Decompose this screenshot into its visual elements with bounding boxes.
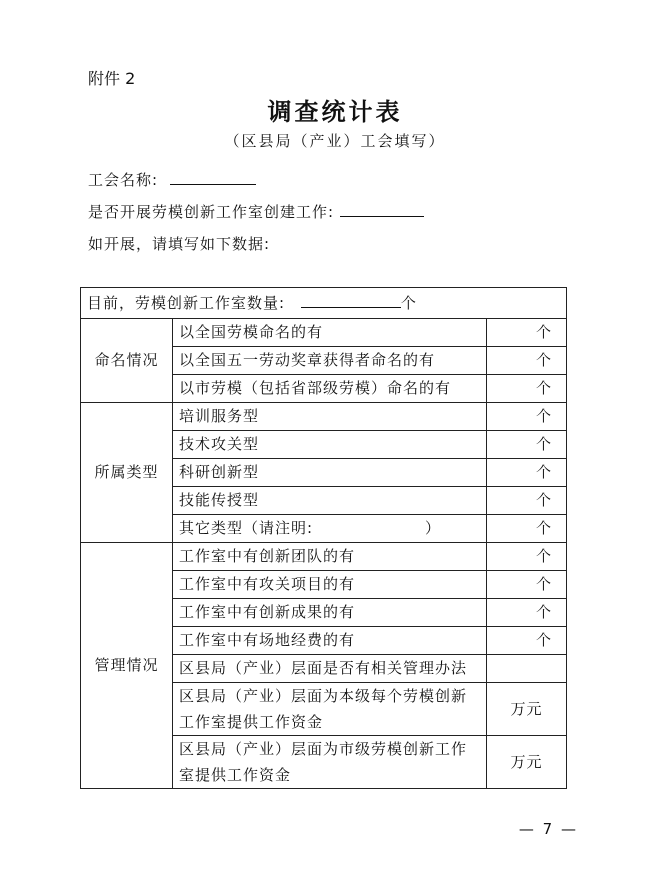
table-row-current [81, 288, 567, 319]
row-unit[interactable]: 万元 [487, 683, 567, 736]
row-label: 工作室中有创新团队的有 [173, 543, 487, 571]
row-unit[interactable]: 个 [487, 375, 567, 403]
row-label: 培训服务型 [173, 403, 487, 431]
row-unit[interactable]: 个 [487, 347, 567, 375]
table-row [81, 543, 567, 571]
if-yes-note: 如开展，请填写如下数据: [88, 235, 271, 253]
row-label: 以全国五一劳动奖章获得者命名的有 [173, 347, 487, 375]
row-unit[interactable]: 个 [487, 627, 567, 655]
row-unit[interactable]: 个 [487, 431, 567, 459]
row-label: 区县局（产业）层面为本级每个劳模创新工作室提供工作资金 [173, 683, 487, 736]
row-unit[interactable]: 个 [487, 403, 567, 431]
current-count-cell [81, 288, 567, 319]
row-unit[interactable]: 个 [487, 459, 567, 487]
row-label[interactable]: 其它类型（请注明: ） [173, 515, 487, 543]
row-label: 科研创新型 [173, 459, 487, 487]
document-subtitle: （区县局（产业）工会填写） [224, 132, 446, 150]
union-name-line [88, 168, 256, 190]
row-label: 区县局（产业）层面是否有相关管理办法 [173, 655, 487, 683]
current-count-blank[interactable] [301, 293, 401, 308]
document-title: 调查统计表 [267, 98, 403, 126]
row-label: 技术攻关型 [173, 431, 487, 459]
category-management: 管理情况 [81, 543, 173, 789]
row-unit[interactable]: 个 [487, 319, 567, 347]
current-count-label: 目前，劳模创新工作室数量: [87, 294, 286, 312]
row-unit[interactable]: 个 [487, 487, 567, 515]
row-unit-empty[interactable] [487, 655, 567, 683]
row-label: 区县局（产业）层面为市级劳模创新工作室提供工作资金 [173, 736, 487, 789]
category-type: 所属类型 [81, 403, 173, 543]
row-label: 工作室中有场地经费的有 [173, 627, 487, 655]
row-label: 技能传授型 [173, 487, 487, 515]
row-unit[interactable]: 个 [487, 515, 567, 543]
row-unit[interactable]: 万元 [487, 736, 567, 789]
union-name-label: 工会名称: [88, 171, 159, 189]
attachment-label: 附件 2 [88, 69, 136, 88]
whether-blank[interactable] [340, 200, 424, 217]
page-number: — 7 — [518, 820, 578, 838]
table-row [81, 403, 567, 431]
survey-table [80, 287, 567, 789]
category-naming: 命名情况 [81, 319, 173, 403]
union-name-blank[interactable] [170, 168, 256, 185]
row-label: 工作室中有创新成果的有 [173, 599, 487, 627]
row-label: 以市劳模（包括省部级劳模）命名的有 [173, 375, 487, 403]
row-label: 以全国劳模命名的有 [173, 319, 487, 347]
row-unit[interactable]: 个 [487, 543, 567, 571]
row-unit[interactable]: 个 [487, 599, 567, 627]
row-label: 工作室中有攻关项目的有 [173, 571, 487, 599]
whether-line [88, 200, 424, 222]
table-row [81, 319, 567, 347]
current-count-unit: 个 [400, 294, 417, 312]
row-unit[interactable]: 个 [487, 571, 567, 599]
whether-label: 是否开展劳模创新工作室创建工作: [88, 203, 335, 221]
